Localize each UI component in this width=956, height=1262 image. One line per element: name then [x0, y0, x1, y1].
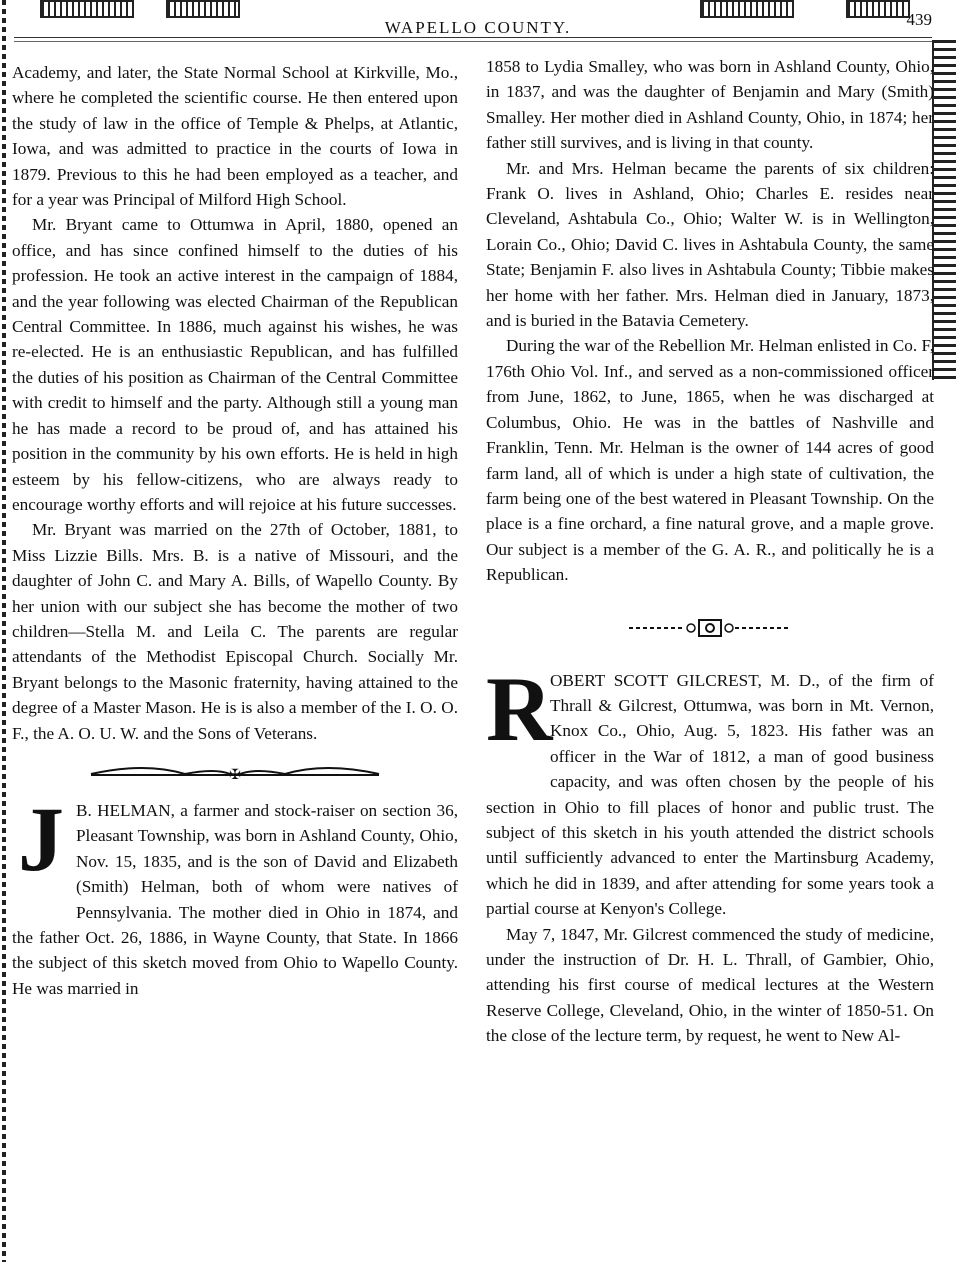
left-column	[12, 60, 458, 1001]
drop-cap-letter: R	[486, 667, 553, 760]
paragraph: B. HELMAN, a farmer and stock-raiser on section 36, Pleasant Township, was born in Ashland County, Ohio, Nov. 15, 1835, and is the son of David and Elizabeth (Smith) Helman, both of whom were natives of Pennsylvania. The mother died in Ohio in 1874, and the father Oct. 26, 1886, in Wayne County, that State. In 1866 the subject of this sketch moved from Ohio to Wapello County. He was married in	[12, 800, 458, 998]
section-divider-ornament	[12, 746, 458, 798]
right-column	[486, 54, 934, 1049]
paragraph: Mr. Bryant was married on the 27th of October, 1881, to Miss Lizzie Bills. Mrs. B. is a native of Missouri, and the daughter of John C. and Mary A. Bills, of Wapello County. By her union with our subject she has become the mother of two children—Stella M. and Leila C. The parents are regular attendants of the Methodist Episcopal Church. Socially Mr. Bryant belongs to the Masonic fraternity, having attained to the degree of a Master Mason. He is is also a member of the I. O. O. F., the A. O. U. W. and the Sons of Veterans.	[12, 520, 458, 743]
left-border-decoration	[2, 0, 6, 1262]
section-divider-ornament	[486, 588, 934, 668]
page-number: 439	[906, 10, 932, 29]
paragraph: 1858 to Lydia Smalley, who was born in Ashland County, Ohio, in 1837, and was the daughter of Benjamin and Mary (Smith) Smalley. Her mother died in Ashland County, Ohio, in 1874; her father still survives, and is living in that county.	[486, 57, 934, 153]
svg-text:✠: ✠	[229, 767, 241, 782]
header-rule	[14, 41, 932, 42]
paragraph: Mr. Bryant came to Ottumwa in April, 1880, opened an office, and has since confined himself to the duties of his profession. He took an active interest in the campaign of 1884, and the year following was elected Chairman of the Republican Central Committee. In 1886, much against his wishes, he was re-elected. He is an enthusiastic Republican, and has fulfilled the duties of his position as Chairman of the Central Committee with credit to himself and the party. Although still a young man he has made a record to be proud of, and has attained his position in the community by his own efforts. He is held in high esteem by his fellow-citizens, who are always ready to encourage worthy efforts and will rejoice at his future successes.	[12, 215, 458, 514]
gilcrest-biography	[486, 668, 934, 922]
right-border-decoration	[932, 40, 956, 380]
paragraph: Academy, and later, the State Normal School at Kirkville, Mo., where he completed the scientific course. He then entered upon the study of law in the office of Temple & Phelps, at Atlantic, Iowa, and was admitted to practice in the courts of Iowa in 1879. Previous to this he had been employed as a teacher, and for a year was Principal of Milford High School.	[12, 63, 458, 210]
header-rule	[14, 37, 932, 38]
drop-cap-letter: J	[18, 797, 64, 890]
paragraph: May 7, 1847, Mr. Gilcrest commenced the study of medicine, under the instruction of Dr. H. L. Thrall, of Gambier, Ohio, attending his first course of medical lectures at the Western Reserve College, Cleveland, Ohio, in the winter of 1850-51. On the close of the lecture term, by request, he went to New Al-	[486, 924, 934, 1046]
helman-biography	[12, 798, 458, 1001]
paragraph: During the war of the Rebellion Mr. Helman enlisted in Co. F, 176th Ohio Vol. Inf., and served as a non-commissioned officer from June, 1862, to June, 1865, when he was discharged at Columbus, Ohio. He was in the battles of Nashville and Franklin, Tenn. Mr. Helman is the owner of 144 acres of good farm land, all of which is under a high state of cultivation, the farm being one of the best watered in Pleasant Township. On the place is a fine orchard, a fine natural grove, and a maple grove. Our subject is a member of the G. A. R., and politically he is a Republican.	[486, 336, 934, 585]
running-head: WAPELLO COUNTY.	[384, 18, 572, 37]
paragraph: OBERT SCOTT GILCREST, M. D., of the firm of Thrall & Gilcrest, Ottumwa, was born in Mt. Vernon, Knox Co., Ohio, Aug. 5, 1823. His father was an officer in the War of 1812, a man of good business capacity, and was often chosen by the people of his section in Ohio to fill places of honor and public trust. The subject of this sketch in his youth attended the district schools until sufficiently advanced to enter the Martinsburg Academy, which he did in 1839, and after attending for some years took a partial course at Kenyon's College.	[486, 670, 934, 919]
paragraph: Mr. and Mrs. Helman became the parents of six children: Frank O. lives in Ashland, Ohio; Charles E. resides near Cleveland, Ashtabula Co., Ohio; Walter W. is in Wellington, Lorain Co., Ohio; David C. lives in Ashtabula County, the same State; Benjamin F. also lives in Ashtabula County; Tibbie makes her home with her father. Mrs. Helman died in January, 1873, and is buried in the Batavia Cemetery.	[486, 158, 934, 331]
page-header	[0, 10, 956, 44]
